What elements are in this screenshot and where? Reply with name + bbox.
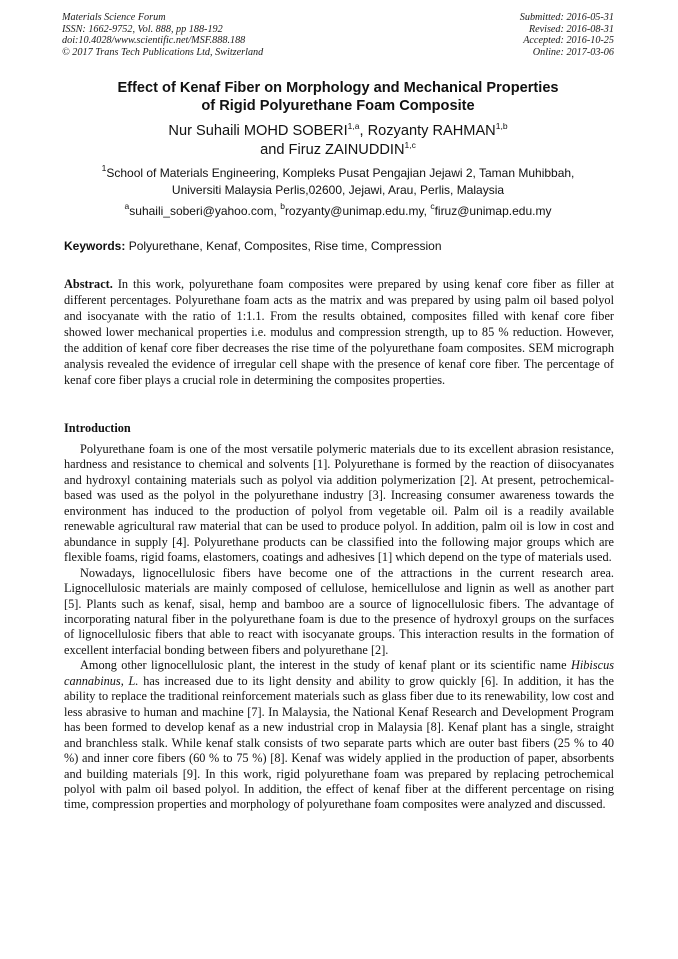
- section-heading-introduction: Introduction: [64, 421, 131, 435]
- paragraph-3-part-a: Among other lignocellulosic plant, the interest in the study of kenaf plant or its scientific name: [80, 658, 567, 673]
- date-submitted: Submitted: 2016-05-31: [519, 12, 614, 23]
- affiliation-text-1: School of Materials Engineering, Kompleks Pusat Pengajian Jejawi 2, Taman Muhibbah,: [106, 166, 575, 180]
- affiliation: [62, 165, 614, 198]
- paragraph-1: Polyurethane foam is one of the most versatile polymeric materials due to its excellent abrasion resistance, hardness and resistance to chemical and solvents [1]. Polyurethane is formed by the reaction of diisocyanates and hydroxyl containing materials such as polyol via addition polymerization [2]. At present, petrochemical-based was used as the polyol in the polyurethane industry [3]. Increasing consumer awareness towards the environment has induced to the production of polyol from vegetable oil. Palm oil is a readily available renewable agricultural raw material that can be used to produce polyol. In addition, palm oil is low in cost and abundance in supply [4]. Polyurethane products can be classified into the following major groups which are flexible foams, rigid foams, elastomers, coatings and adhesives [1] which depend on the type of materials used.: [64, 442, 614, 565]
- abstract-text: In this work, polyurethane foam composites were prepared by using kenaf core fiber as filler at different percentages. Polyurethane foam acts as the matrix and was prepared by using palm oil based polyol and isocyanate with the ratio of 1:1.1. From the results obtained, composites filled with kenaf core fiber showed lower mechanical properties i.e. modulus and compression strength, up to 85 % reduction. However, the addition of kenaf core fiber decreases the rise time of the polyurethane foam composites. SEM micrograph analysis revealed the evidence of irregular cell shape with the presence of kenaf core fiber. The percentage of kenaf core fiber plays a crucial role in determining the composites properties.: [64, 277, 614, 387]
- journal-header: [62, 12, 263, 58]
- paragraph-3-part-b: has increased due to its light density and ability to grow quickly [6]. In addition, it has the ability to replace the traditional reinforcement materials such as glass fiber due to its renewability, low cost and less abrasive to human and machine [7]. In Malaysia, the National Kenaf Research and Development Program has been formed to develop kenaf as a new industrial crop in Malaysia [8]. Kenaf plant has a single, straight and branchless stalk. While kenaf stalk consists of two separate parts which are outer bast fibers (25 % to 40 %) and inner core fibers (60 % to 75 %) [8]. Kenaf was widely applied in the production of paper, absorbents and building materials [9]. In this work, rigid polyurethane foam was prepared by replacing petrochemical polyol with palm oil based polyol. In addition, the effect of kenaf fiber at the different percentage on rising time, compression properties and morphology of polyurethane foam composites were analyzed and discussed.: [64, 673, 615, 812]
- paragraph-3: [64, 658, 614, 813]
- journal-copyright: © 2017 Trans Tech Publications Ltd, Switzerland: [62, 46, 264, 58]
- author-list: [62, 122, 614, 160]
- title-line-1: Effect of Kenaf Fiber on Morphology and Mechanical Properties: [117, 80, 559, 96]
- abstract-label: Abstract.: [64, 277, 113, 291]
- email-b-sup: b: [280, 201, 285, 211]
- email-a[interactable]: suhaili_soberi@yahoo.com,: [129, 204, 277, 218]
- date-online: Online: 2017-03-06: [532, 46, 614, 58]
- keywords-text: Polyurethane, Kenaf, Composites, Rise time, Compression: [128, 239, 442, 253]
- affiliation-line-1: [62, 165, 614, 182]
- author-1-name: Nur Suhaili MOHD SOBERI: [168, 123, 348, 139]
- journal-name: Materials Science Forum: [62, 12, 166, 23]
- email-list: [62, 203, 614, 219]
- affiliation-line-2: Universiti Malaysia Perlis,02600, Jejawi, Arau, Perlis, Malaysia: [171, 182, 505, 197]
- title-line-2: of Rigid Polyurethane Foam Composite: [201, 97, 475, 114]
- keywords-label: Keywords:: [64, 239, 126, 253]
- scientific-name: Hibiscus cannabinus, L.: [64, 658, 615, 688]
- affiliation-sup: 1: [101, 163, 107, 173]
- author-1-sup: 1,a: [347, 121, 360, 131]
- author-3-name: and Firuz ZAINUDDIN: [260, 142, 405, 158]
- abstract: [64, 276, 614, 388]
- email-b[interactable]: rozyanty@unimap.edu.my,: [284, 204, 427, 218]
- keywords: [64, 238, 616, 254]
- paragraph-2: Nowadays, lignocellulosic fibers have become one of the attractions in the current research area. Lignocellulosic materials are mainly composed of cellulose, hemicellulose and lignin as well as another part [5]. Plants such as kenaf, sisal, hemp and bamboo are a source of lignocellulosic fibers. The advantage of incorporating natural fiber in the polyurethane foam is due to the presence of hydroxyl groups on the surfaces of lignocellulosic fibers that able to react with isocyanate groups. This interaction results in the formation of excellent interfacial bonding between fibers and polyurethane [2].: [64, 565, 614, 657]
- date-accepted: Accepted: 2016-10-25: [523, 35, 614, 47]
- author-3-sup: 1,c: [404, 140, 416, 150]
- date-revised: Revised: 2016-08-31: [528, 23, 614, 35]
- introduction-body: [64, 442, 614, 813]
- email-a-sup: a: [124, 201, 130, 211]
- journal-doi[interactable]: doi:10.4028/www.scientific.net/MSF.888.188: [62, 35, 246, 47]
- author-2-sup: 1,b: [495, 121, 508, 131]
- email-c-sup: c: [430, 201, 435, 211]
- author-line-2: [62, 141, 614, 160]
- journal-issn: ISSN: 1662-9752, Vol. 888, pp 188-192: [62, 23, 223, 35]
- email-c[interactable]: firuz@unimap.edu.my: [434, 204, 552, 218]
- paper-title: [62, 80, 614, 115]
- author-2-name: Rozyanty RAHMAN: [367, 123, 496, 139]
- author-line-1: Nur Suhaili MOHD SOBERI$^{1,a}$, Rozyanty RAHMAN$^{1,b}$: [168, 121, 508, 139]
- dates-header: [520, 12, 614, 58]
